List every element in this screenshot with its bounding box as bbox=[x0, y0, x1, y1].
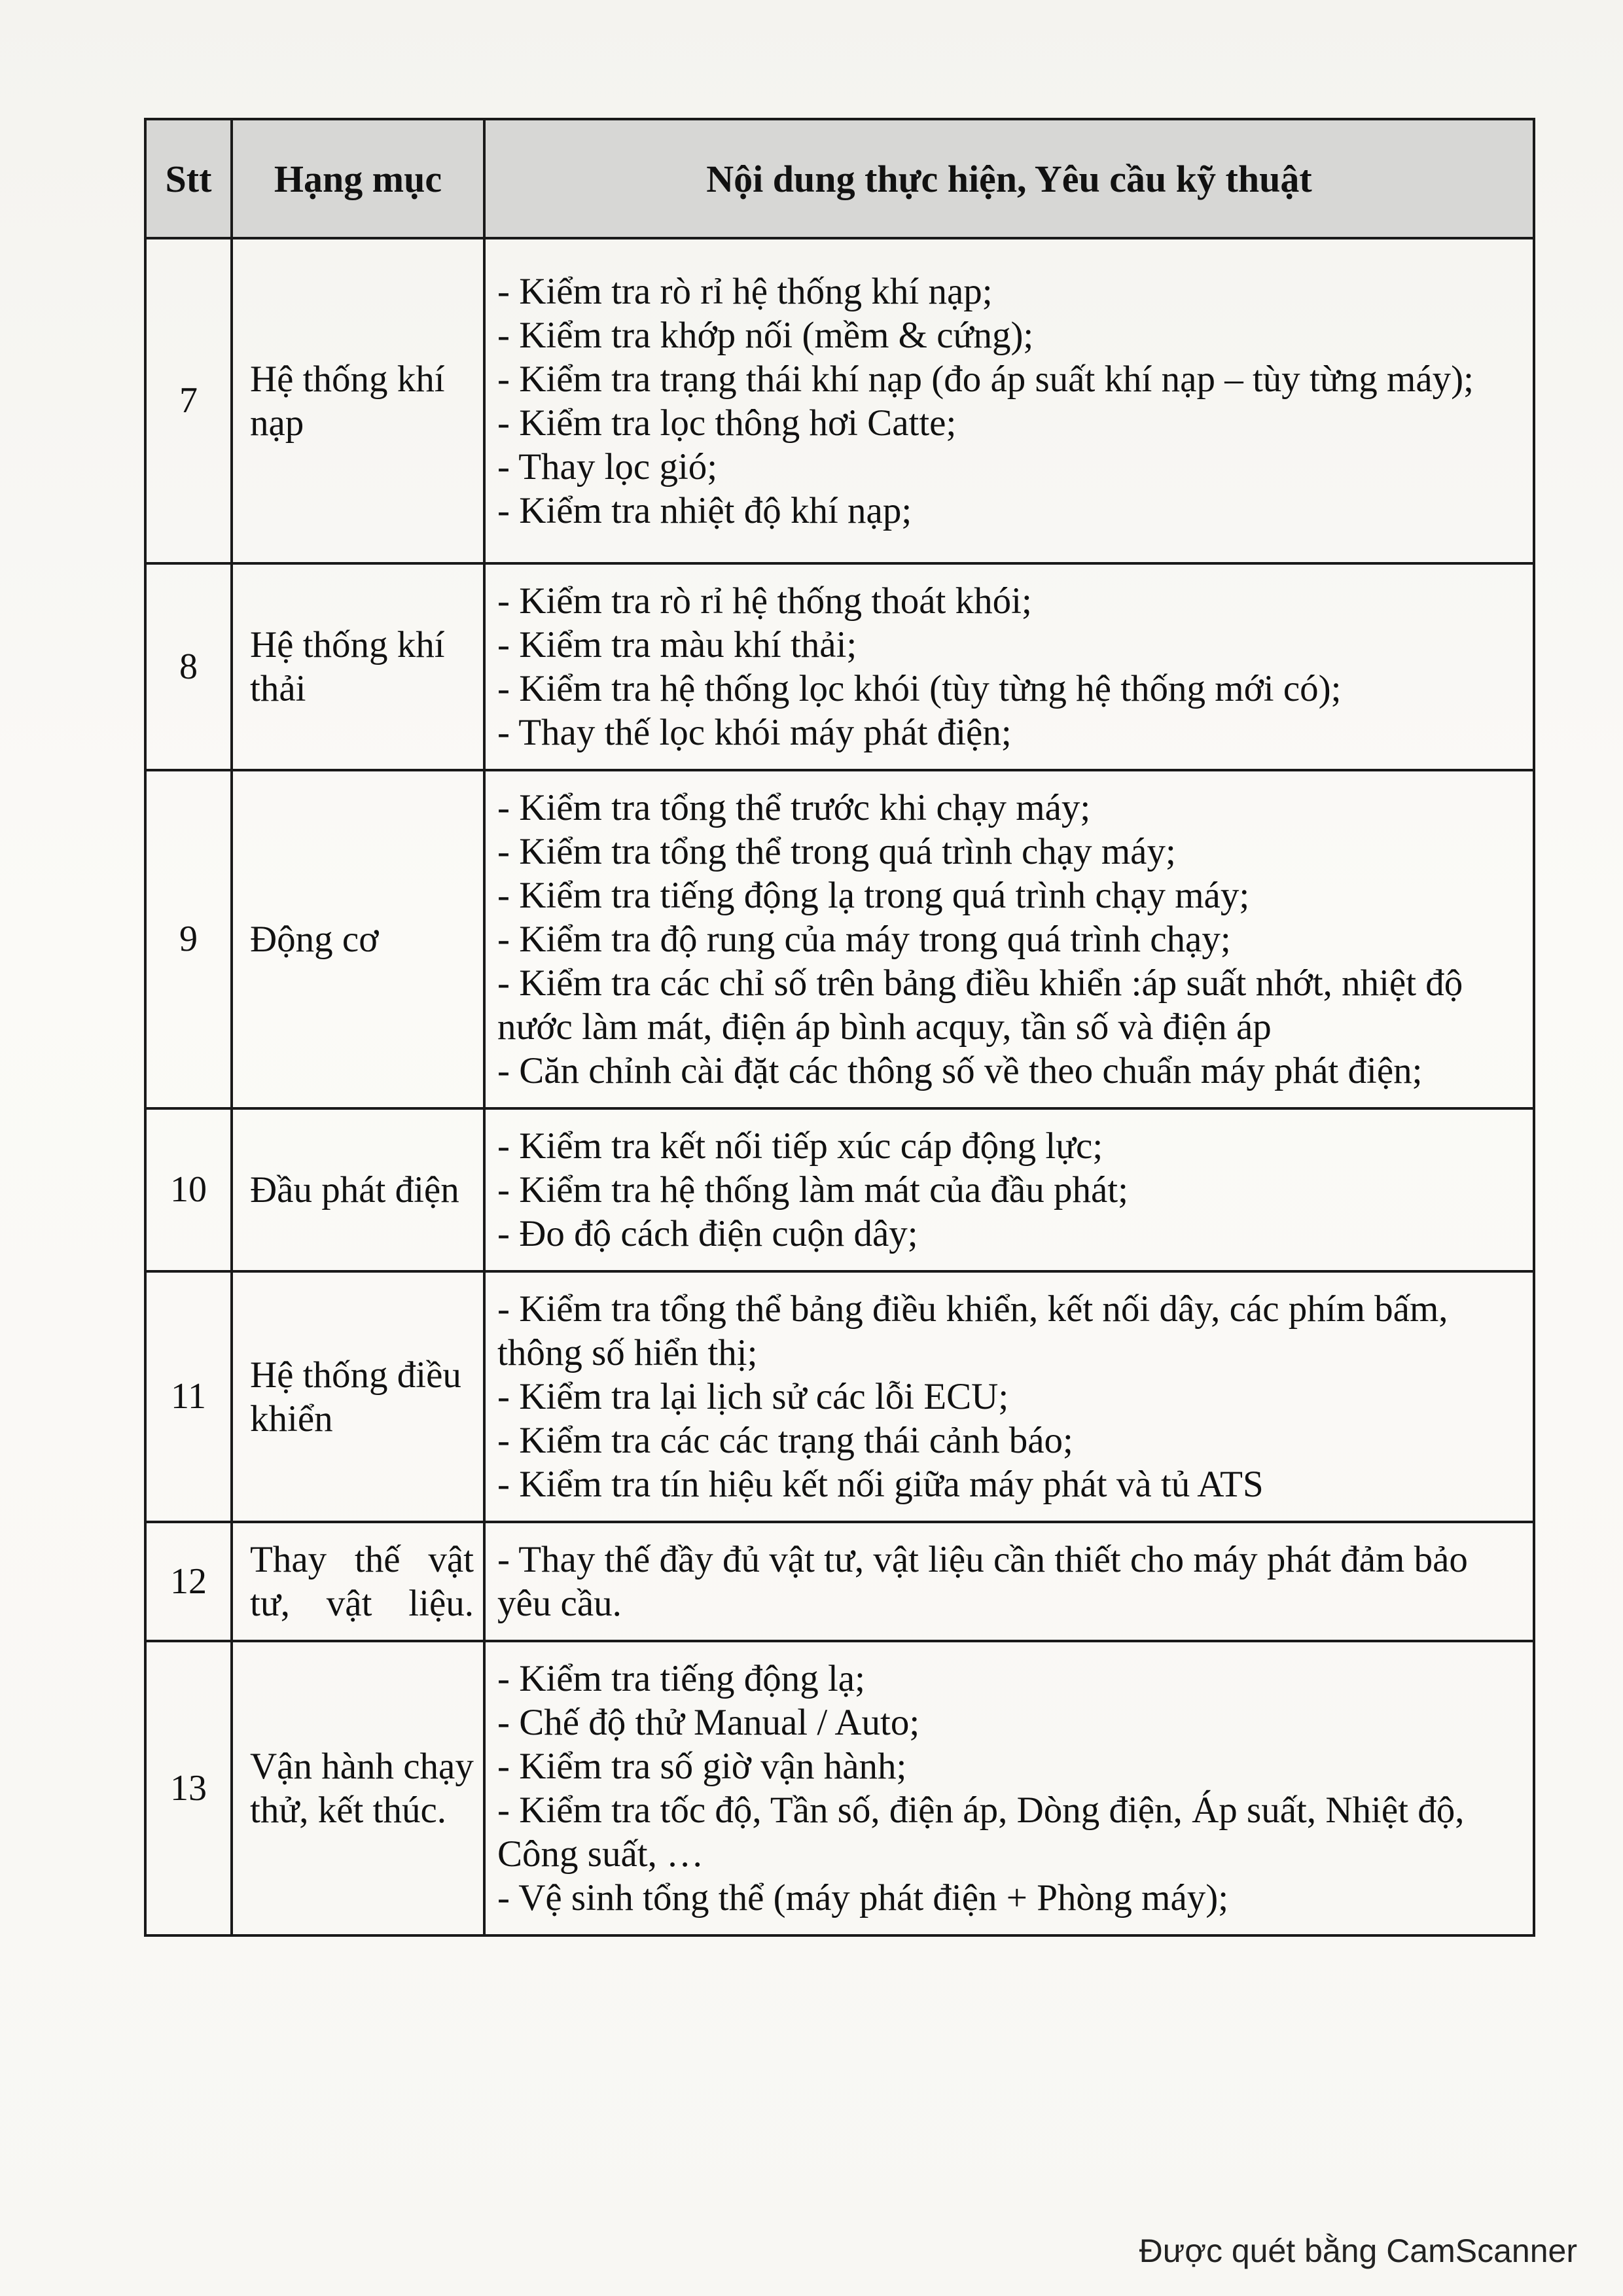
content-line: - Đo độ cách điện cuộn dây; bbox=[497, 1213, 918, 1254]
header-content: Nội dung thực hiện, Yêu cầu kỹ thuật bbox=[484, 119, 1534, 238]
content-line: - Kiểm tra tốc độ, Tần số, điện áp, Dòng điện, Áp suất, Nhiệt độ, Công suất, … bbox=[497, 1790, 1465, 1875]
content-line: - Kiểm tra hệ thống lọc khói (tùy từng hệ thống mới có); bbox=[497, 668, 1342, 709]
row-number: 10 bbox=[145, 1108, 232, 1271]
content-line: - Thay thế đầy đủ vật tư, vật liệu cần thiết cho máy phát đảm bảo yêu cầu. bbox=[497, 1539, 1468, 1624]
row-number: 9 bbox=[145, 770, 232, 1108]
content-line: - Thay lọc gió; bbox=[497, 446, 718, 487]
row-item: Đầu phát điện bbox=[232, 1108, 484, 1271]
content-line: - Kiểm tra tiếng động lạ; bbox=[497, 1658, 865, 1699]
content-line: - Kiểm tra rò rỉ hệ thống khí nạp; bbox=[497, 270, 993, 312]
content-line: - Kiểm tra trạng thái khí nạp (đo áp suất khí nạp – tùy từng máy); bbox=[497, 358, 1474, 400]
content-line: - Vệ sinh tổng thể (máy phát điện + Phòng máy); bbox=[497, 1877, 1229, 1918]
row-number: 12 bbox=[145, 1522, 232, 1641]
content-line: - Kiểm tra lại lịch sử các lỗi ECU; bbox=[497, 1376, 1009, 1417]
content-line: - Kiểm tra tổng thể trong quá trình chạy máy; bbox=[497, 831, 1176, 872]
table-row bbox=[145, 1271, 1534, 1522]
content-line: - Kiểm tra màu khí thải; bbox=[497, 624, 857, 665]
content-line: - Kiểm tra tổng thể bảng điều khiển, kết nối dây, các phím bấm, thông số hiển thị; bbox=[497, 1288, 1448, 1373]
content-line: - Kiểm tra số giờ vận hành; bbox=[497, 1746, 907, 1787]
content-line: - Kiểm tra nhiệt độ khí nạp; bbox=[497, 489, 912, 531]
content-line: - Kiểm tra các chỉ số trên bảng điều khiển :áp suất nhớt, nhiệt độ nước làm mát, điện áp bình acquy, tần số và điện áp bbox=[497, 963, 1463, 1048]
row-item: Động cơ bbox=[232, 770, 484, 1108]
scanner-watermark: Được quét bằng CamScanner bbox=[1139, 2233, 1577, 2269]
content-line: - Kiểm tra kết nối tiếp xúc cáp động lực; bbox=[497, 1125, 1103, 1167]
row-number: 8 bbox=[145, 563, 232, 770]
row-number: 11 bbox=[145, 1271, 232, 1522]
row-content bbox=[484, 1522, 1534, 1641]
row-item: Thay thế vật tư, vật liệu. bbox=[232, 1522, 484, 1641]
row-content bbox=[484, 563, 1534, 770]
table-body bbox=[145, 238, 1534, 1935]
table-row bbox=[145, 1108, 1534, 1271]
maintenance-spec-table bbox=[144, 118, 1535, 1937]
row-item: Hệ thống khí nạp bbox=[232, 238, 484, 563]
row-number: 7 bbox=[145, 238, 232, 563]
table-row bbox=[145, 770, 1534, 1108]
row-content bbox=[484, 238, 1534, 563]
table-row bbox=[145, 563, 1534, 770]
header-row bbox=[145, 119, 1534, 238]
row-item: Hệ thống điều khiển bbox=[232, 1271, 484, 1522]
table-row bbox=[145, 238, 1534, 563]
row-content bbox=[484, 1641, 1534, 1935]
content-line: - Chế độ thử Manual / Auto; bbox=[497, 1702, 920, 1743]
row-content bbox=[484, 770, 1534, 1108]
row-item: Hệ thống khí thải bbox=[232, 563, 484, 770]
content-line: - Kiểm tra rò rỉ hệ thống thoát khói; bbox=[497, 580, 1032, 622]
header-stt: Stt bbox=[145, 119, 232, 238]
content-line: - Kiểm tra hệ thống làm mát của đầu phát; bbox=[497, 1169, 1128, 1210]
content-line: - Kiểm tra các các trạng thái cảnh báo; bbox=[497, 1420, 1073, 1461]
row-number: 13 bbox=[145, 1641, 232, 1935]
table-row bbox=[145, 1522, 1534, 1641]
table-header bbox=[145, 119, 1534, 238]
row-content bbox=[484, 1108, 1534, 1271]
header-item: Hạng mục bbox=[232, 119, 484, 238]
table-row bbox=[145, 1641, 1534, 1935]
content-line: - Kiểm tra tiếng động lạ trong quá trình chạy máy; bbox=[497, 875, 1250, 916]
content-line: - Căn chỉnh cài đặt các thông số về theo chuẩn máy phát điện; bbox=[497, 1050, 1423, 1091]
content-line: - Thay thế lọc khói máy phát điện; bbox=[497, 712, 1012, 753]
content-line: - Kiểm tra khớp nối (mềm & cứng); bbox=[497, 314, 1034, 356]
content-line: - Kiểm tra tổng thể trước khi chạy máy; bbox=[497, 787, 1091, 828]
content-line: - Kiểm tra lọc thông hơi Catte; bbox=[497, 402, 957, 444]
content-line: - Kiểm tra độ rung của máy trong quá trình chạy; bbox=[497, 919, 1231, 960]
row-content bbox=[484, 1271, 1534, 1522]
row-item: Vận hành chạy thử, kết thúc. bbox=[232, 1641, 484, 1935]
content-line: - Kiểm tra tín hiệu kết nối giữa máy phát và tủ ATS bbox=[497, 1464, 1264, 1505]
